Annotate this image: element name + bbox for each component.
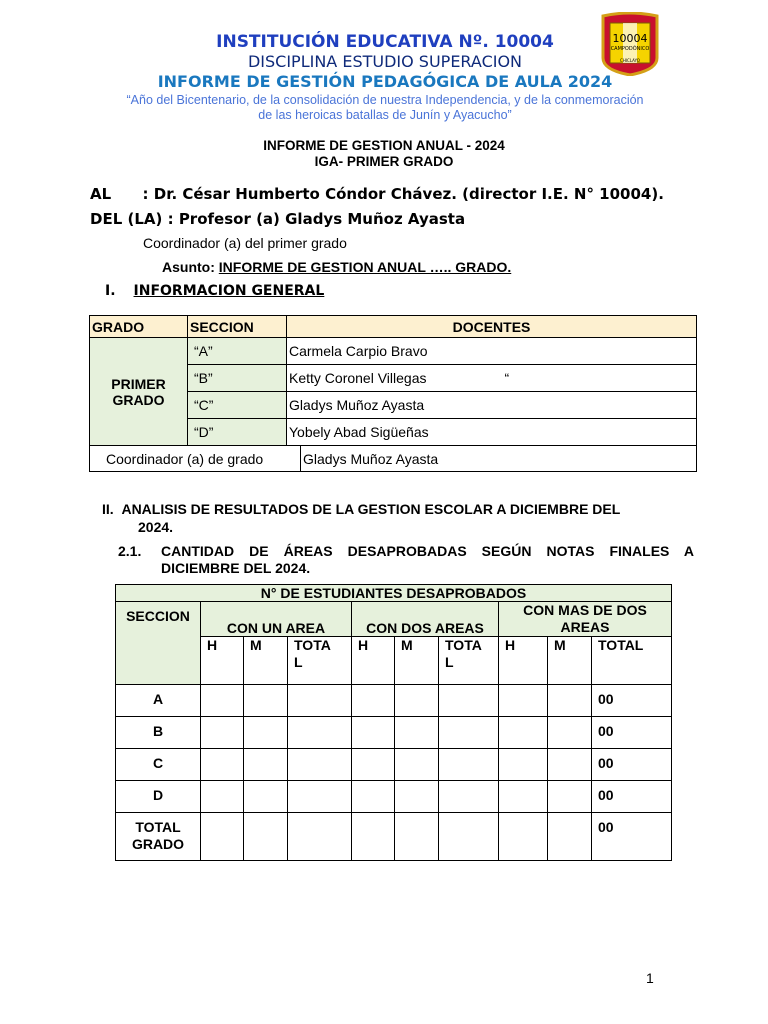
- subject-label: Asunto:: [162, 259, 215, 275]
- teacher-name: Carmela Carpio Bravo: [289, 343, 428, 359]
- group-header-two-areas: CON DOS AREAS: [352, 602, 499, 637]
- svg-text:10004: 10004: [612, 32, 648, 45]
- section-cell: “D”: [188, 419, 287, 446]
- svg-text:CAMPODÓNICO: CAMPODÓNICO: [610, 46, 650, 52]
- section-2-title: ANALISIS DE RESULTADOS DE LA GESTION ESCOLAR A DICIEMBRE DEL: [121, 501, 621, 517]
- table-row: [116, 813, 672, 861]
- section-cell: “C”: [188, 392, 287, 419]
- sub-header-total: TOTAL: [439, 637, 499, 685]
- section-cell: TOTAL GRADO: [116, 813, 201, 861]
- coordinator-line: Coordinador (a) del primer grado: [143, 235, 347, 251]
- failed-students-table: [115, 584, 672, 861]
- header-seccion: SECCION: [188, 316, 287, 338]
- school-logo: [600, 12, 660, 76]
- teacher-cell: [287, 338, 697, 365]
- section-2-heading: [102, 501, 694, 517]
- sender-value: : Profesor (a) Gladys Muñoz Ayasta: [167, 210, 466, 228]
- sub-header-m: M: [395, 637, 439, 685]
- teacher-cell: [287, 419, 697, 446]
- table-title: N° DE ESTUDIANTES DESAPROBADOS: [116, 585, 672, 602]
- section-1-title: INFORMACION GENERAL: [133, 283, 325, 299]
- header-docentes: DOCENTES: [287, 316, 697, 338]
- sub-header-total: TOTAL: [288, 637, 352, 685]
- total-cell: 00: [592, 749, 672, 781]
- report-heading: INFORME DE GESTIÓN PEDAGÓGICA DE AULA 2024: [157, 72, 613, 91]
- document-subtitle: IGA- PRIMER GRADO: [314, 154, 454, 169]
- section-cell: D: [116, 781, 201, 813]
- section-cell: A: [116, 685, 201, 717]
- year-motto-line2: de las heroicas batallas de Junín y Ayacucho”: [258, 108, 512, 122]
- sub-header-m: M: [548, 637, 592, 685]
- table-row: [116, 685, 672, 717]
- header-grado: GRADO: [90, 316, 188, 338]
- coordinator-row: [90, 446, 697, 472]
- section-1-heading: [105, 283, 324, 299]
- table-header-row: [90, 316, 697, 338]
- institution-name: INSTITUCIÓN EDUCATIVA Nº. 10004: [216, 32, 554, 52]
- sender-label: DEL (LA): [90, 210, 163, 228]
- total-cell: 00: [592, 685, 672, 717]
- addressee-value: : Dr. César Humberto Cóndor Chávez. (director I.E. N° 10004).: [142, 185, 664, 203]
- addressee-line: [90, 185, 664, 203]
- document-title: INFORME DE GESTION ANUAL - 2024: [263, 138, 505, 153]
- section-2-title-cont: 2024.: [138, 519, 174, 535]
- subsection-number: 2.1.: [118, 543, 142, 559]
- page-number: 1: [646, 970, 654, 986]
- table-row: [116, 781, 672, 813]
- sub-header-h: H: [499, 637, 548, 685]
- grado-cell: [90, 338, 188, 446]
- ditto-mark: “: [504, 370, 510, 386]
- total-cell: 00: [592, 813, 672, 861]
- table-row: [116, 717, 672, 749]
- teacher-name: Yobely Abad Sigüeñas: [289, 424, 429, 440]
- total-cell: 00: [592, 717, 672, 749]
- sub-header-h: H: [201, 637, 244, 685]
- section-2-number: II.: [102, 501, 114, 517]
- section-cell: C: [116, 749, 201, 781]
- section-header: SECCION: [116, 602, 201, 685]
- table-title-row: [116, 585, 672, 602]
- group-header-row: [116, 602, 672, 637]
- sub-header-total: TOTAL: [592, 637, 672, 685]
- sub-header-h: H: [352, 637, 395, 685]
- addressee-label: AL: [90, 185, 112, 203]
- section-cell: “B”: [188, 365, 287, 392]
- discipline-motto: DISCIPLINA ESTUDIO SUPERACION: [247, 52, 523, 71]
- section-cell: B: [116, 717, 201, 749]
- grado-line1: PRIMER: [111, 375, 166, 392]
- sub-header-m: M: [244, 637, 288, 685]
- subject-value: INFORME DE GESTION ANUAL ….. GRADO.: [218, 259, 512, 275]
- teacher-cell: [287, 365, 697, 392]
- total-cell: 00: [592, 781, 672, 813]
- section-cell: “A”: [188, 338, 287, 365]
- teacher-cell: [287, 392, 697, 419]
- year-motto: [90, 93, 680, 123]
- group-header-one-area: CON UN AREA: [201, 602, 352, 637]
- table-row: [90, 338, 697, 365]
- subject-line: [162, 259, 511, 275]
- sender-line: [90, 210, 465, 228]
- group-header-more-areas: CON MAS DE DOS AREAS: [499, 602, 672, 637]
- year-motto-line1: “Año del Bicentenario, de la consolidación de nuestra Independencia, y de la conmemoración: [126, 93, 644, 107]
- teacher-name: Gladys Muñoz Ayasta: [289, 397, 425, 413]
- teacher-name: Ketty Coronel Villegas: [289, 370, 427, 386]
- coordinator-label: Coordinador (a) de grado: [90, 446, 301, 472]
- grado-line2: GRADO: [112, 391, 165, 408]
- coordinator-name: Gladys Muñoz Ayasta: [301, 446, 697, 472]
- table-row: [116, 749, 672, 781]
- section-1-number: I.: [105, 283, 116, 299]
- subsection-title: CANTIDAD DE ÁREAS DESAPROBADAS SEGÚN NOTAS FINALES A DICIEMBRE DEL 2024.: [161, 543, 694, 576]
- svg-text:CHICLAYO: CHICLAYO: [620, 58, 640, 63]
- general-info-table: [89, 315, 697, 472]
